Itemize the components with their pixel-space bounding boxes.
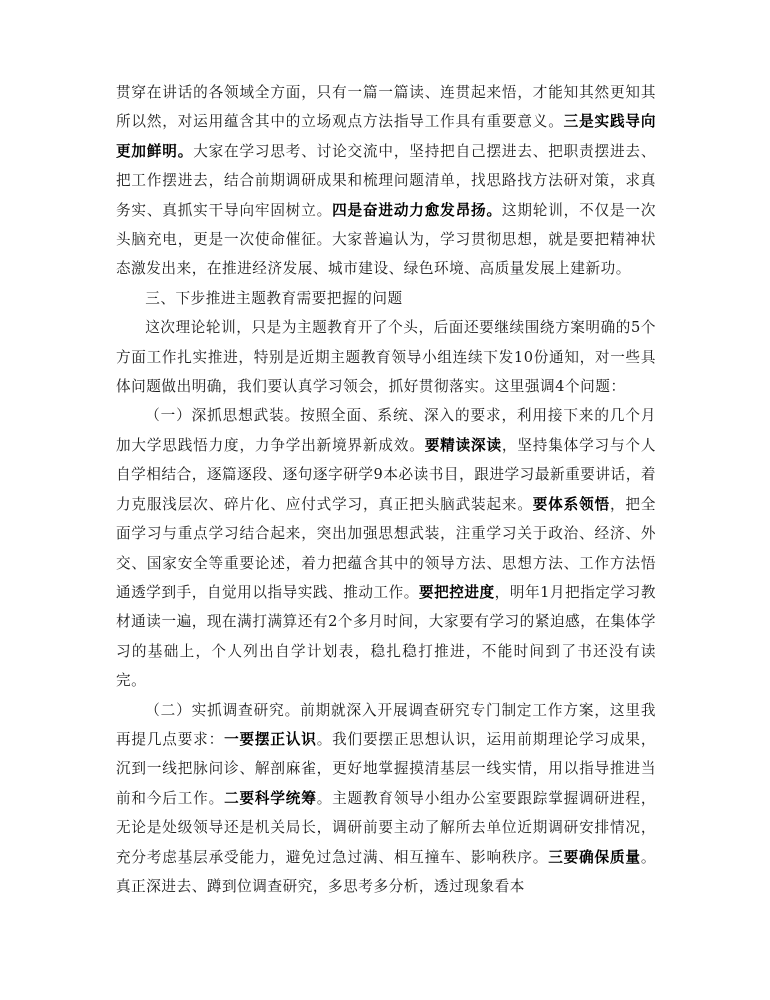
- text-run: ，明年1月把指定学习教材通读一遍，现在满打满算还有2个多月时间，大家要有学习的紧迫感，在集体学习的基础上，个人列出自学计划表，稳扎稳打推进，不能时间到了书还没有读完。: [116, 583, 656, 690]
- text-run: （一）深抓思想武装。按照全面、系统、深入的要求，利用接下来的几个月加大学思践悟力度，力争学出新境界新成效。: [116, 407, 656, 454]
- text-run: 。我们要摆正思想认识，运用前期理论学习成果，沉到一线把脉问诊、解剖麻雀，更好地掌握摸清基层一线实情，用以指导推进当前和今后工作。: [116, 730, 656, 807]
- text-run: 。真正深进去、蹲到位调查研究，多思考多分析，透过现象看本: [116, 848, 656, 895]
- text-run: ，坚持集体学习与个人自学相结合，逐篇逐段、逐句逐字研学9本必读书目，跟进学习最新重要讲话，着力克服浅层次、碎片化、应付式学习，真正把头脑武装起来。: [116, 436, 656, 513]
- bold-run-scientific-planning: 二要科学统筹: [224, 789, 317, 807]
- text-run: 。主题教育领导小组办公室要跟踪掌握调研进程，无论是处级领导还是机关局长，调研前要主动了解所去单位近期调研安排情况，充分考虑基层承受能力，避免过急过满、相互撞车、影响秩序。: [116, 789, 656, 866]
- paragraph-intro-4-issues: [116, 313, 656, 401]
- bold-run-intensive-reading: 要精读深读: [424, 436, 502, 454]
- bold-run-practice-orientation: 三是实践导向更加鲜明。: [116, 113, 656, 160]
- document-page: [116, 78, 656, 901]
- paragraph-thought-armament: [116, 401, 656, 695]
- bold-run-progress-control: 要把控进度: [418, 583, 495, 601]
- bold-run-motivation: 四是奋进动力愈发昂扬。: [332, 201, 502, 219]
- paragraph-practice-and-motivation: [116, 78, 656, 284]
- text-run: 这次理论轮训，只是为主题教育开了个头，后面还要继续围绕方案明确的5个方面工作扎实推进，特别是近期主题教育领导小组连续下发10份通知，对一些具体问题做出明确，我们要认真学习领会，抓好贯彻落实。这里强调4个问题：: [116, 319, 656, 396]
- text-run: 这期轮训，不仅是一次头脑充电，更是一次使命催征。大家普遍认为，学习贯彻思想，就是要把精神状态激发出来，在推进经济发展、城市建设、绿色环境、高质量发展上建新功。: [116, 201, 656, 278]
- text-run: （二）实抓调查研究。前期就深入开展调查研究专门制定工作方案，这里我再提几点要求：: [116, 701, 656, 748]
- section-heading-3: 三、下步推进主题教育需要把握的问题: [145, 289, 403, 307]
- text-run: ，把全面学习与重点学习结合起来，突出加强思想武装，注重学习关于政治、经济、外交、国家安全等重要论述，着力把蕴含其中的领导方法、思想方法、工作方法悟通透学到手，自觉用以指导实践、推动工作。: [116, 495, 656, 601]
- paragraph-investigation-research: [116, 696, 656, 902]
- text-run: 贯穿在讲话的各领域全方面，只有一篇一篇读、连贯起来悟，才能知其然更知其所以然，对运用蕴含其中的立场观点方法指导工作具有重要意义。: [116, 84, 656, 131]
- bold-run-ensure-quality: 三要确保质量: [548, 848, 641, 866]
- text-run: 大家在学习思考、讨论交流中，坚持把自己摆进去、把职责摆进去、把工作摆进去，结合前期调研成果和梳理问题清单，找思路找方法研对策，求真务实、真抓实干导向牢固树立。: [116, 142, 656, 219]
- bold-run-correct-understanding: 一要摆正认识: [224, 730, 317, 748]
- bold-run-system-comprehension: 要体系领悟: [532, 495, 610, 513]
